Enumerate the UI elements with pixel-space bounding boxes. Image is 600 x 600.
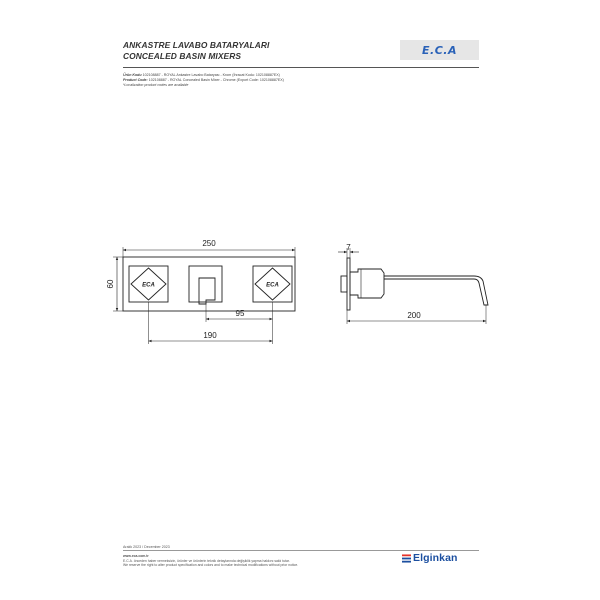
right-handle — [253, 266, 292, 302]
title-turkish: ANKASTRE LAVABO BATARYALARI — [123, 40, 270, 50]
front-view — [113, 247, 295, 344]
eca-logo-text: E.C.A — [422, 43, 457, 57]
product-code-en-value: 102108887 - ROYAL Concealed Basin Mixer - Chrome (Export Code: 102108887EX) — [148, 77, 284, 82]
width-label: 250 — [202, 239, 216, 248]
thickness-label: 7 — [346, 243, 351, 252]
right-handle-logo: ECA — [266, 282, 279, 289]
localization-note: *Localization product codes are available — [123, 82, 189, 87]
handle-spacing-label: 190 — [203, 331, 217, 340]
product-code-en-key: Product Code: — [123, 77, 148, 82]
footer-divider — [123, 550, 479, 551]
side-back-mount — [341, 276, 347, 292]
spout-length-label: 200 — [407, 311, 421, 320]
spout-front-block — [189, 266, 222, 302]
spout-front-outlet — [199, 278, 215, 304]
footer-note-tr: E.C.A. önceden haber vermeksizin, ürünler ve ürünlerin teknik detaylarında değişiklik yapma hakkını saklı tutar. — [123, 558, 290, 563]
spout-front — [189, 266, 222, 304]
height-label: 60 — [106, 279, 115, 289]
left-handle — [129, 266, 168, 302]
footer-note-en: We reserve the right to alter product specification and colors and to make technical modifications without prior notice. — [123, 563, 299, 568]
footer-date: Aralık 2023 / December 2023 — [123, 545, 170, 549]
elginkan-mark-icon — [402, 554, 411, 563]
side-spout-body — [350, 269, 384, 298]
elginkan-logo-text: Elginkan — [413, 552, 458, 564]
side-spout-arm — [384, 276, 488, 305]
elginkan-logo — [402, 552, 458, 564]
title-english: CONCEALED BASIN MIXERS — [123, 51, 242, 61]
spout-offset-label: 95 — [235, 309, 245, 318]
footer-url[interactable]: www.eca.com.tr — [123, 554, 149, 558]
footer-notes — [123, 554, 298, 568]
product-code-tr-value: 102108887 - ROYAL Ankastre Lavabo Bataryası - Krom (İhracat Kodu: 102108887EX) — [142, 73, 280, 77]
left-handle-logo: ECA — [142, 282, 155, 289]
product-code-tr-key: Ürün Kodu — [123, 73, 142, 77]
